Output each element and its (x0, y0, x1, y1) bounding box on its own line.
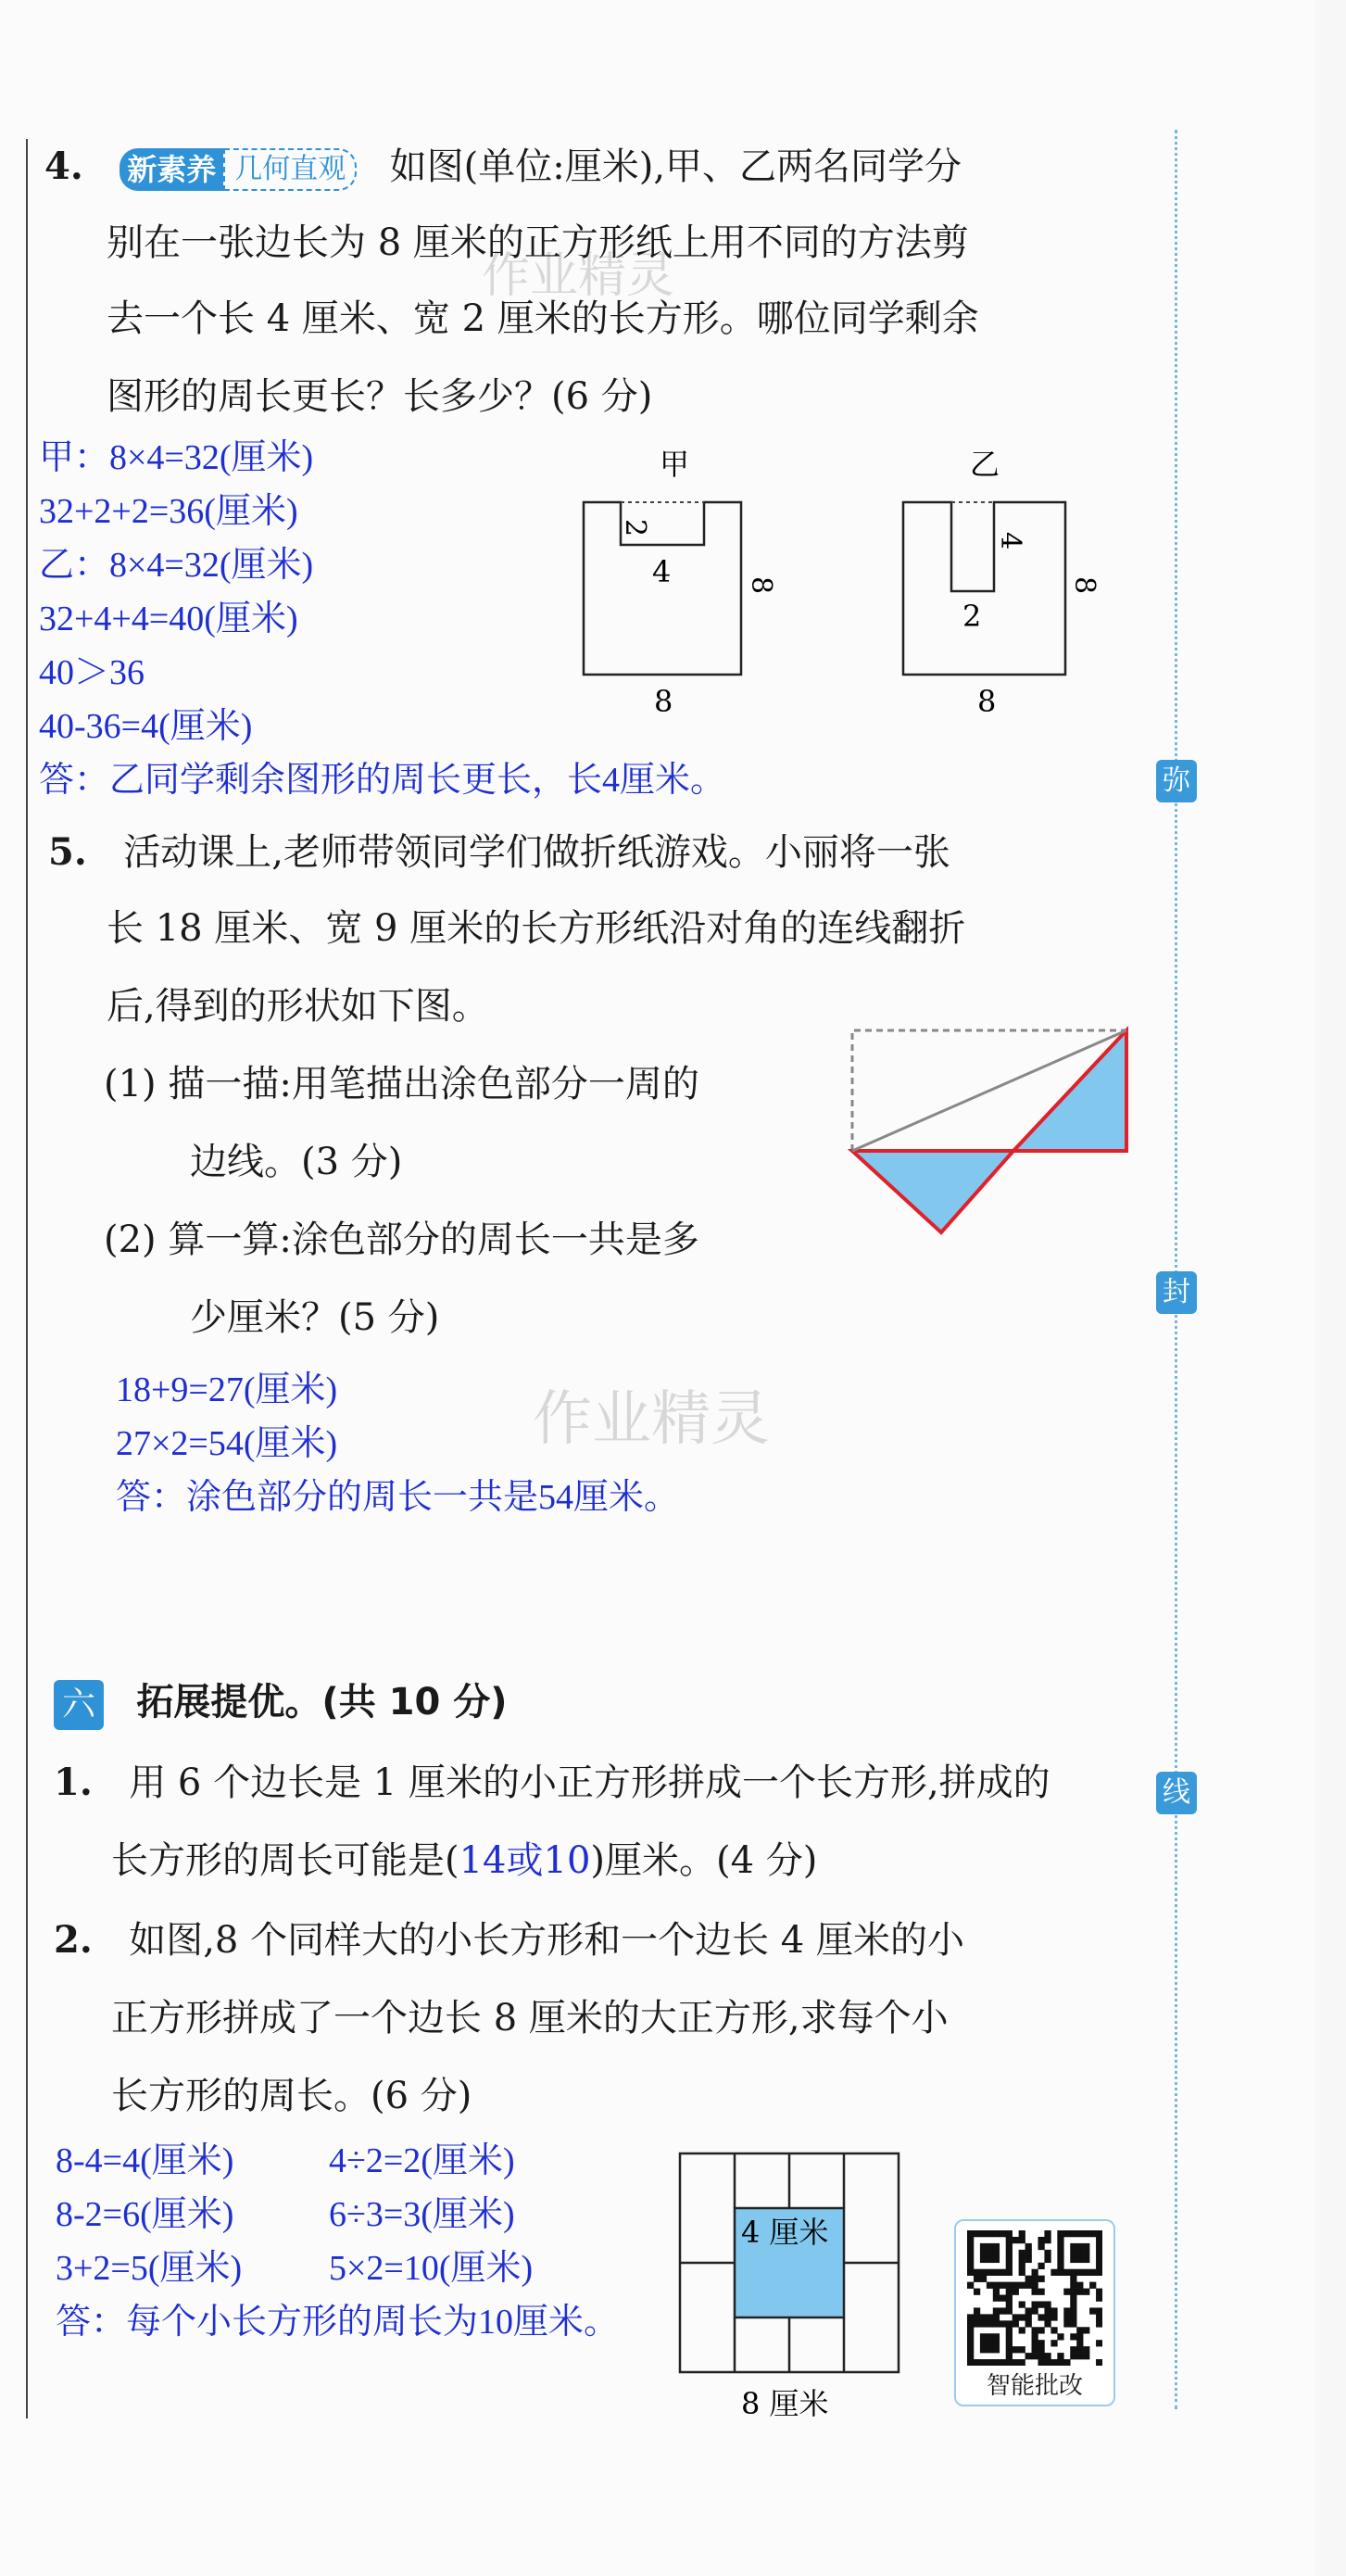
question-number: 1. (54, 1761, 93, 1804)
watermark: 作业精灵 (533, 1385, 770, 1454)
square-tiling-figure (676, 2150, 908, 2428)
section-6-header (54, 1673, 508, 1730)
question-6-1-line1 (54, 1753, 1050, 1806)
binding-dotted-line (1175, 130, 1177, 2409)
side-tag-feng: 封 (1156, 1271, 1197, 1314)
figure-yi-outline (903, 502, 1065, 675)
figure-yi-cut-height: 4 (994, 532, 1026, 550)
figure-jia-bottom: 8 (654, 684, 673, 719)
qr-code-card[interactable] (954, 2219, 1115, 2406)
tag-new-literacy: 新素养 (120, 148, 223, 191)
figure-yi (875, 445, 1116, 723)
inner-square-label: 4 厘米 (741, 2215, 829, 2250)
question-text: 长方形的周长。(6 分) (111, 2075, 472, 2117)
answer-line: 40＞36 (39, 653, 145, 692)
shaded-triangle-left (852, 1151, 1013, 1232)
question-text: 用 6 个边长是 1 厘米的小正方形拼成一个长方形,拼成的 (129, 1762, 1050, 1804)
watermark: 作业精灵 (482, 248, 675, 304)
question-text: 长 18 厘米、宽 9 厘米的长方形纸沿对角的连线翻折 (107, 907, 966, 950)
figure-jia-cut-height: 2 (619, 519, 651, 537)
figure-yi-side: 8 (1068, 576, 1101, 595)
answer-line: 40-36=4(厘米) (39, 707, 253, 746)
answer-line: 32+4+4=40(厘米) (39, 600, 298, 638)
answer-line: 6÷3=3(厘米) (329, 2195, 515, 2234)
question-text: 如图(单位:厘米),甲、乙两名同学分 (389, 145, 962, 188)
sub-question-2-cont: 少厘米？(5 分) (190, 1296, 440, 1339)
question-text: 图形的周长更长？长多少？(6 分) (107, 375, 653, 418)
question-text: )厘米。(4 分) (590, 1839, 818, 1882)
shaded-triangle-right (1013, 1030, 1126, 1151)
sub-question-2: (2) 算一算:涂色部分的周长一共是多 (104, 1219, 699, 1261)
qr-label: 智能批改 (986, 2372, 1083, 2400)
question-text: 别在一张边长为 8 厘米的正方形纸上用不同的方法剪 (107, 221, 969, 264)
side-tag-xian: 线 (1156, 1772, 1197, 1814)
answer-line: 答：涂色部分的周长一共是54厘米。 (116, 1478, 680, 1517)
figure-yi-cut-width: 2 (962, 599, 982, 634)
answer-line: 4÷2=2(厘米) (329, 2141, 515, 2180)
answer-line: 甲：8×4=32(厘米) (39, 438, 314, 477)
question-number: 2. (54, 1918, 93, 1962)
answer-line: 5×2=10(厘米) (329, 2249, 534, 2288)
answer-line: 32+2+2=36(厘米) (39, 492, 298, 531)
figure-yi-bottom: 8 (977, 684, 997, 719)
question-number: 5. (48, 830, 87, 874)
question-text: 如图,8 个同样大的小长方形和一个边长 4 厘米的小 (129, 1919, 964, 1962)
answer-line: 乙：8×4=32(厘米) (39, 546, 314, 585)
question-6-1-line2 (111, 1831, 817, 1884)
answer-line: 27×2=54(厘米) (116, 1424, 338, 1463)
answer-line: 3+2=5(厘米) (56, 2249, 243, 2288)
answer-line: 答：每个小长方形的周长为10厘米。 (56, 2303, 620, 2342)
question-text: 正方形拼成了一个边长 8 厘米的大正方形,求每个小 (111, 1997, 949, 2039)
figure-jia (556, 445, 797, 723)
side-length-label: 8 厘米 (741, 2386, 829, 2421)
figure-jia-side: 8 (745, 576, 777, 595)
question-text: 活动课上,老师带领同学们做折纸游戏。小丽将一张 (123, 831, 950, 874)
folded-paper-figure (834, 1019, 1149, 1260)
question-text: 长方形的周长可能是( (111, 1839, 459, 1882)
answer-line: 8-2=6(厘米) (56, 2195, 234, 2234)
section-title: 拓展提优。(共 10 分) (136, 1681, 508, 1724)
question-text: 去一个长 4 厘米、宽 2 厘米的长方形。哪位同学剩余 (107, 297, 979, 340)
answer-line: 8-4=4(厘米) (56, 2141, 234, 2180)
question-5-line1 (48, 823, 950, 876)
qr-code-icon (967, 2230, 1102, 2366)
sub-question-1-cont: 边线。(3 分) (190, 1141, 403, 1183)
tag-geometry: 几何直观 (223, 148, 357, 191)
question-number: 4. (44, 145, 83, 188)
fill-in-answer: 14或10 (459, 1839, 591, 1882)
figure-jia-cut-width: 4 (652, 554, 672, 589)
question-text: 后,得到的形状如下图。 (107, 985, 489, 1028)
answer-line: 答：乙同学剩余图形的周长更长，长4厘米。 (39, 761, 726, 800)
sub-question-1: (1) 描一描:用笔描出涂色部分一周的 (104, 1063, 699, 1105)
figure-jia-label: 甲 (660, 447, 690, 482)
figure-yi-label: 乙 (970, 447, 1000, 482)
left-margin-rule (26, 139, 28, 2418)
side-tag-mi: 弥 (1156, 760, 1197, 802)
section-number-badge: 六 (54, 1680, 104, 1730)
question-6-2-line1 (54, 1911, 964, 1964)
answer-line: 18+9=27(厘米) (116, 1370, 338, 1409)
question-4-line1 (44, 137, 962, 191)
